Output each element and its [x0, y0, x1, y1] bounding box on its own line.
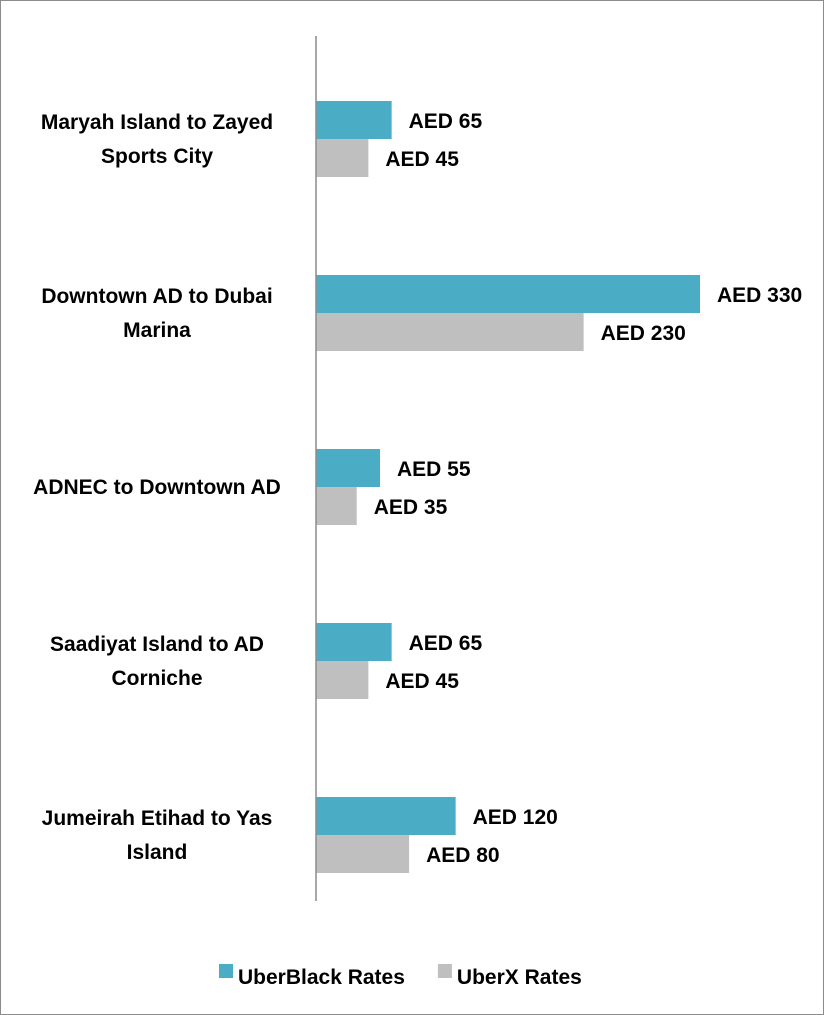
uberx-bar-3 — [316, 661, 368, 699]
legend-swatch-uberblack — [219, 964, 233, 978]
uberx-bar-0 — [316, 139, 368, 177]
uberx-data-label-0: AED 45 — [385, 148, 459, 171]
category-label-1: Downtown AD to Dubai Marina — [41, 285, 273, 342]
uberblack-data-label-4: AED 120 — [472, 806, 558, 829]
uberblack-data-label-0: AED 65 — [408, 110, 483, 133]
uberblack-data-label-1: AED 330 — [717, 284, 803, 307]
bar-chart — [1, 1, 823, 1014]
uberblack-bar-4 — [316, 797, 456, 835]
uberblack-bar-0 — [316, 101, 392, 139]
legend-label-uberx: UberX Rates — [456, 966, 582, 989]
uberblack-data-label-3: AED 65 — [408, 632, 483, 655]
category-label-0: Maryah Island to Zayed Sports City — [40, 111, 274, 168]
legend-label-uberblack: UberBlack Rates — [238, 966, 405, 989]
uberx-bar-2 — [316, 487, 357, 525]
labels-layer — [33, 110, 802, 867]
category-label-3: Saadiyat Island to AD Corniche — [50, 633, 264, 690]
legend — [219, 964, 582, 989]
uberx-data-label-4: AED 80 — [426, 844, 500, 867]
uberx-bar-1 — [316, 313, 584, 351]
uberblack-bar-1 — [316, 275, 700, 313]
uberblack-bar-3 — [316, 623, 392, 661]
uberblack-bar-2 — [316, 449, 380, 487]
uberblack-data-label-2: AED 55 — [397, 458, 471, 481]
uberx-data-label-2: AED 35 — [373, 496, 448, 519]
legend-swatch-uberx — [438, 964, 452, 978]
category-label-2: ADNEC to Downtown AD — [33, 476, 281, 499]
uberx-data-label-1: AED 230 — [600, 322, 686, 345]
category-label-4: Jumeirah Etihad to Yas Island — [41, 807, 273, 864]
bars-layer — [316, 101, 700, 873]
uberx-data-label-3: AED 45 — [385, 670, 459, 693]
uberx-bar-4 — [316, 835, 409, 873]
